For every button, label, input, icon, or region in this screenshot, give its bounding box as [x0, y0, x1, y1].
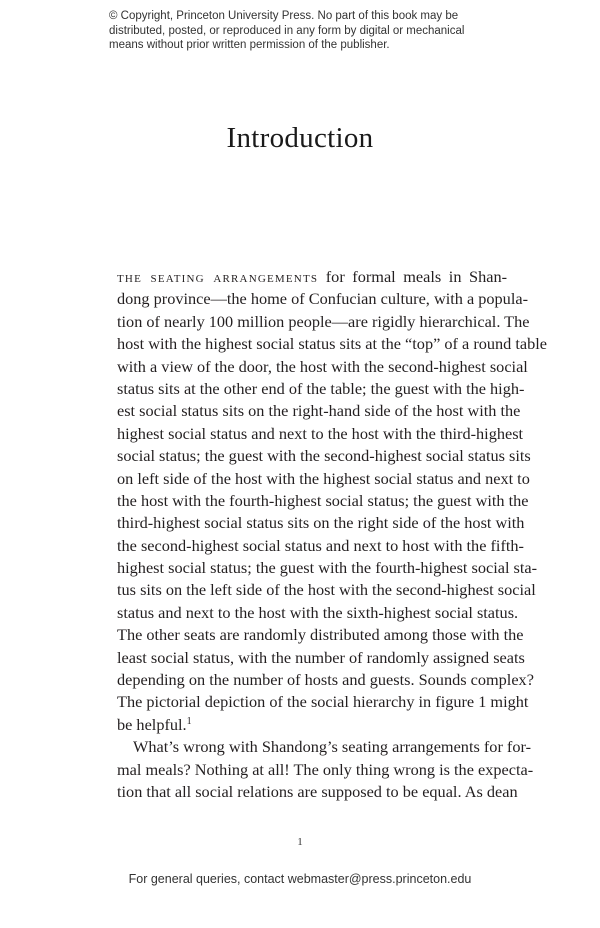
text-line: social status; the guest with the second-highest social status sits — [117, 446, 531, 466]
copyright-line: © Copyright, Princeton University Press. No part of this book may be — [109, 10, 459, 22]
body-text — [117, 266, 548, 803]
paragraph-1 — [117, 266, 548, 736]
lead-in-small-caps: the seating arrangements — [117, 269, 319, 286]
text-line: tus sits on the left side of the host with the second-highest social — [117, 580, 536, 600]
text-line: be helpful.$^1$ — [117, 714, 192, 734]
page-number: 1 — [297, 836, 303, 848]
text-line: the host with the fourth-highest social status; the guest with the — [117, 490, 529, 510]
text-line: mal meals? Nothing at all! The only thing wrong is the expecta- — [117, 759, 534, 779]
text-line: dong province—the home of Confucian culture, with a popula- — [117, 289, 528, 309]
text-line: The other seats are randomly distributed among those with the — [117, 625, 524, 645]
chapter-title: Introduction — [226, 122, 374, 154]
text-line: least social status, with the number of randomly assigned seats — [117, 647, 525, 667]
text-line: highest social status and next to the host with the third-highest — [117, 423, 524, 443]
text-line: tion of nearly 100 million people—are rigidly hierarchical. The — [117, 311, 530, 331]
text-line: status sits at the other end of the table; the guest with the high- — [117, 378, 525, 398]
text-line: The pictorial depiction of the social hierarchy in figure 1 might — [117, 692, 529, 712]
text-line: third-highest social status sits on the right side of the host with — [117, 513, 525, 533]
text-line: the seating arrangements for formal meals in Shan- — [117, 267, 508, 286]
text-line: highest social status; the guest with the fourth-highest social sta- — [117, 558, 538, 578]
text-line: What’s wrong with Shandong’s seating arrangements for for- — [133, 737, 532, 757]
copyright-notice — [109, 9, 509, 53]
text-line: depending on the number of hosts and guests. Sounds complex? — [117, 670, 534, 690]
paragraph-2 — [117, 736, 534, 803]
text-line: tion that all social relations are supposed to be equal. As dean — [117, 781, 518, 801]
copyright-line: distributed, posted, or reproduced in any form by digital or mechanical — [109, 24, 465, 37]
text-line: the second-highest social status and next to host with the fifth- — [117, 535, 524, 555]
copyright-line: means without prior written permission of the publisher. — [109, 39, 390, 51]
footer-contact: For general queries, contact webmaster@press.princeton.edu — [128, 872, 472, 886]
text-line: host with the highest social status sits at the “top” of a round table — [117, 334, 548, 354]
footnote-marker[interactable]: 1 — [186, 715, 192, 727]
text-line: est social status sits on the right-hand side of the host with the — [117, 401, 521, 421]
text-line: on left side of the host with the highest social status and next to — [117, 468, 530, 488]
text-line: with a view of the door, the host with the second-highest social — [117, 356, 528, 376]
text-line: status and next to the host with the sixth-highest social status. — [117, 602, 519, 622]
